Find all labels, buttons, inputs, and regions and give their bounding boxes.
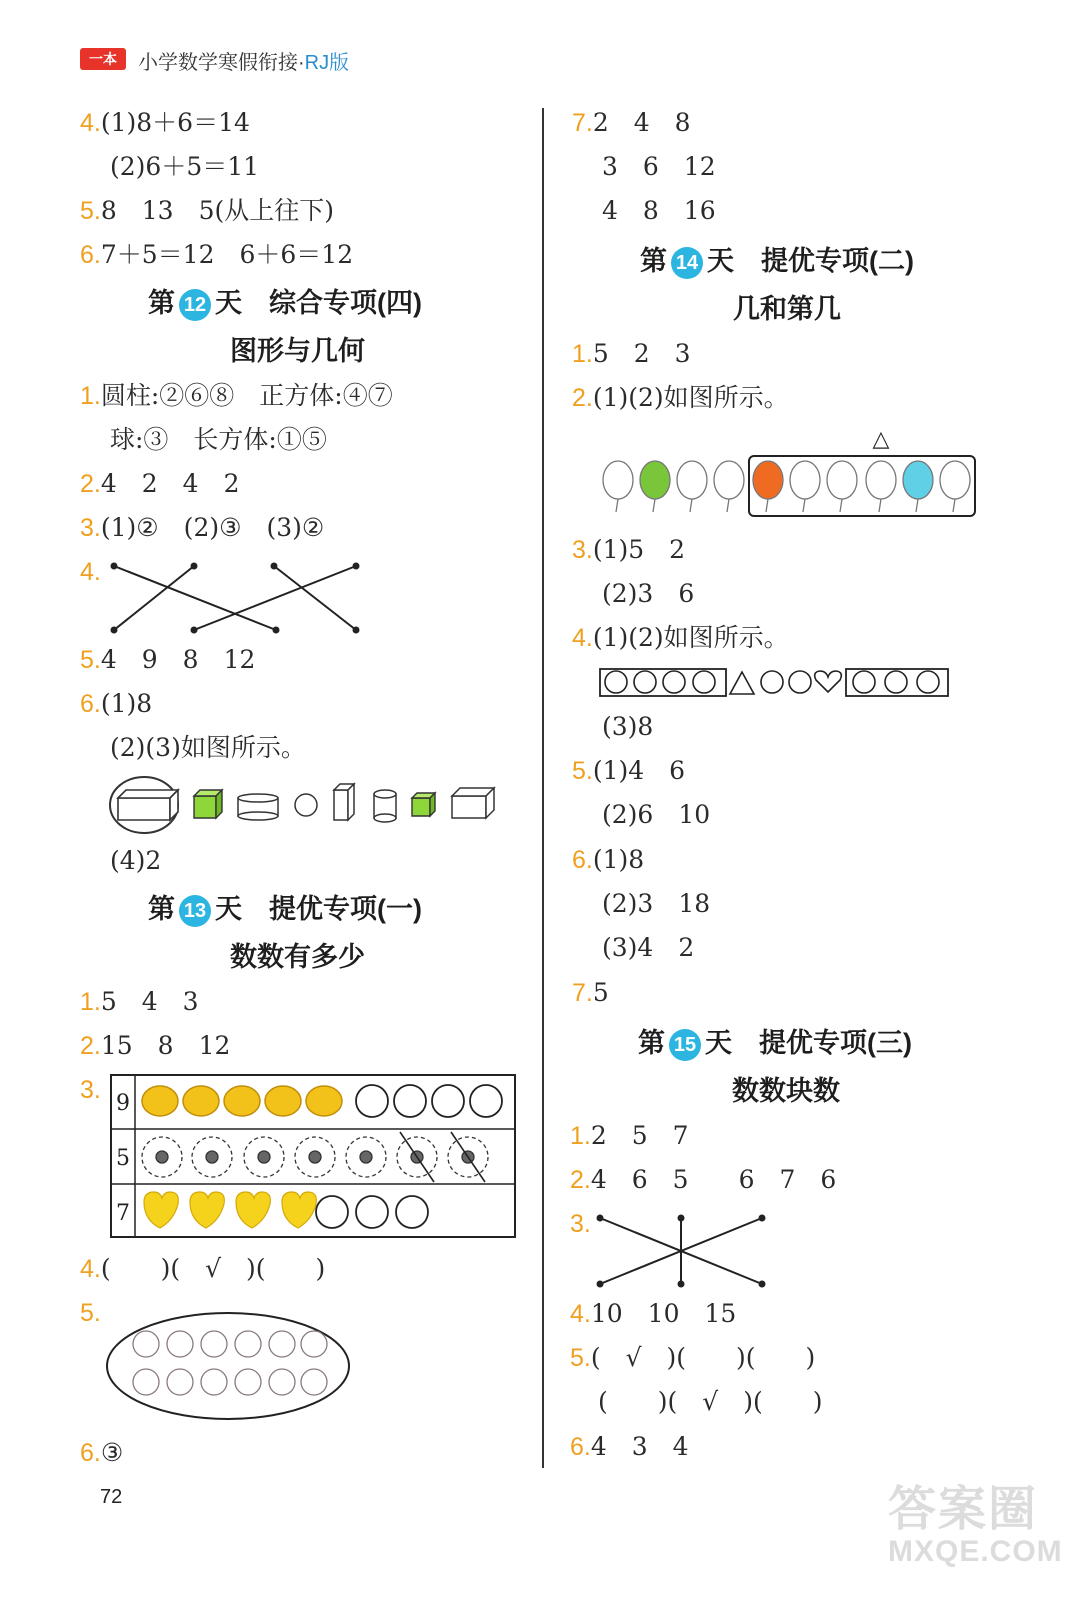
answer-text: 8 13 5(从上往下) (100, 196, 334, 225)
table-row: 9 (116, 1091, 130, 1116)
answer-text: 5 2 3 (592, 339, 691, 368)
balloon-icons (603, 461, 970, 512)
d14-answer-4a (572, 623, 789, 653)
d15-answer-4 (570, 1299, 736, 1329)
answer-number: 3. (80, 514, 101, 542)
d14-answer-4b: (3)8 (602, 712, 654, 741)
answer-text: (1)8 (592, 845, 645, 874)
match-line (194, 566, 356, 630)
table-row: 7 (116, 1201, 130, 1226)
triangle-mark: △ (872, 427, 890, 452)
answer-text: ( √ )( )( ) (590, 1343, 816, 1372)
d12-answer-6c: (4)2 (110, 846, 162, 875)
answer-number: 4. (80, 1255, 101, 1283)
day-number-badge: 15 (669, 1029, 701, 1061)
page-number: 72 (100, 1486, 123, 1508)
day-heading: 天 提优专项(一) (215, 894, 422, 924)
peach-group-diagram (104, 1310, 352, 1422)
answer-number: 5. (572, 757, 593, 785)
answer-5 (80, 196, 334, 226)
answer-number: 2. (570, 1166, 591, 1194)
answer-text: (1)(2)如图所示。 (592, 623, 789, 652)
balloon-row-diagram (596, 424, 982, 524)
answer-number: 2. (572, 384, 593, 412)
day-number-badge: 14 (671, 247, 703, 279)
answer-text: (1)(2)如图所示。 (592, 383, 789, 412)
answer-text: 4 6 5 6 7 6 (590, 1165, 837, 1194)
answer-number: 1. (570, 1122, 591, 1150)
answer-text: 圆柱:②⑥⑧ 正方体:④⑦ (100, 381, 393, 410)
short-cylinder (238, 794, 278, 820)
answer-6 (80, 240, 353, 270)
day-prefix: 第 (148, 288, 175, 318)
d14-answer-5a (572, 756, 685, 786)
day-12-subtitle: 图形与几何 (230, 336, 365, 366)
answer-number: 4. (80, 558, 101, 586)
gold-coin-row (142, 1086, 342, 1116)
book-title (138, 46, 349, 75)
watermark (888, 1470, 1068, 1590)
answer-4-2: (2)6＋5＝11 (110, 152, 260, 181)
answer-number: 2. (80, 1032, 101, 1060)
d12-answer-1b: 球:③ 长方体:①⑤ (110, 425, 327, 454)
match-dot (597, 1281, 604, 1288)
day-heading: 天 提优专项(二) (707, 246, 914, 276)
sphere-shape (295, 794, 317, 816)
day-heading: 天 综合专项(四) (215, 288, 422, 318)
answer-number: 3. (572, 536, 593, 564)
answer-7c: 4 8 16 (602, 196, 716, 225)
answer-number: 5. (80, 197, 101, 225)
answer-text: 2 5 7 (590, 1121, 689, 1150)
d14-answer-6b: (2)3 18 (602, 889, 711, 918)
answer-text: ③ (100, 1438, 124, 1467)
match-dot (678, 1215, 685, 1222)
star-lines-diagram (590, 1208, 774, 1292)
answer-text: ( )( √ )( ) (100, 1254, 326, 1283)
d14-answer-6c: (3)4 2 (602, 933, 695, 962)
answer-number: 7. (572, 109, 593, 137)
d12-answer-5 (80, 645, 255, 675)
d15-answer-5a (570, 1343, 815, 1373)
edition-label: RJ版 (304, 52, 350, 74)
d12-answer-2 (80, 469, 239, 499)
match-dot (273, 627, 280, 634)
d15-answer-3 (570, 1209, 591, 1239)
answer-number: 5. (80, 1299, 101, 1327)
answer-text: 2 4 8 (592, 108, 691, 137)
counting-table (110, 1074, 516, 1238)
answer-text: 15 8 12 (100, 1031, 231, 1060)
match-dot (353, 627, 360, 634)
d14-answer-3b: (2)3 6 (602, 579, 695, 608)
answer-number: 6. (80, 1439, 101, 1467)
matching-lines-diagram (100, 556, 370, 642)
day-14-title (640, 244, 914, 279)
match-dot (111, 627, 118, 634)
d12-answer-3 (80, 513, 324, 543)
brand-logo: 一本 (80, 48, 126, 70)
d14-answer-7 (572, 978, 609, 1008)
day-number-badge: 12 (179, 289, 211, 321)
match-line (114, 566, 276, 630)
answer-text: (1)8＋6＝14 (100, 108, 250, 137)
heart-shape (815, 671, 842, 692)
answer-text: 4 3 4 (590, 1432, 689, 1461)
d13-answer-1 (80, 987, 199, 1017)
answer-number: 4. (570, 1300, 591, 1328)
shape-sequence-diagram (598, 666, 952, 700)
d12-answer-6a (80, 689, 152, 719)
d15-answer-2 (570, 1165, 836, 1195)
cuboid-shape-2 (452, 788, 494, 818)
answer-number: 5. (570, 1344, 591, 1372)
answer-number: 7. (572, 979, 593, 1007)
answer-text: (1)4 6 (592, 756, 686, 785)
day-heading: 天 提优专项(三) (705, 1028, 912, 1058)
d12-answer-4 (80, 557, 101, 587)
day-14-subtitle: 几和第几 (733, 294, 841, 324)
day-prefix: 第 (638, 1028, 665, 1058)
answer-text: 5 4 3 (100, 987, 199, 1016)
d12-answer-1a (80, 381, 393, 411)
small-green-cube (412, 793, 435, 816)
answer-number: 6. (80, 690, 101, 718)
answer-number: 3. (570, 1210, 591, 1238)
day-prefix: 第 (148, 894, 175, 924)
answer-text: (1)5 2 (592, 535, 686, 564)
answer-text: 7＋5＝12 6＋6＝12 (100, 240, 354, 269)
answer-7b: 3 6 12 (602, 152, 716, 181)
match-dot (597, 1215, 604, 1222)
match-dot (271, 563, 278, 570)
green-cube (194, 790, 222, 818)
day-number-badge: 13 (179, 895, 211, 927)
answer-number: 5. (80, 646, 101, 674)
d15-answer-5b: ( )( √ )( ) (598, 1387, 823, 1416)
d14-answer-6a (572, 845, 644, 875)
answer-number: 1. (80, 382, 101, 410)
tall-cuboid (334, 784, 354, 820)
match-dot (111, 563, 118, 570)
column-divider (542, 108, 544, 1468)
answer-number: 4. (80, 109, 101, 137)
solid-shapes-diagram (106, 774, 498, 836)
d13-answer-5 (80, 1298, 101, 1328)
peach-icons (133, 1331, 327, 1395)
answer-number: 6. (572, 846, 593, 874)
d14-answer-1 (572, 339, 691, 369)
answer-text: 4 9 8 12 (100, 645, 256, 674)
answer-number: 6. (570, 1433, 591, 1461)
d14-answer-5b: (2)6 10 (602, 800, 711, 829)
watermark-line2: MXQE.COM (888, 1535, 1063, 1568)
circle-shapes-2 (761, 671, 811, 693)
table-row: 5 (116, 1146, 130, 1171)
answer-number: 6. (80, 241, 101, 269)
answer-7a (572, 108, 691, 138)
day-12-title (148, 286, 422, 321)
day-13-subtitle: 数数有多少 (230, 942, 365, 972)
day-13-title (148, 892, 422, 927)
d15-answer-6 (570, 1432, 689, 1462)
watermark-line1: 答案圈 (888, 1483, 1039, 1536)
match-dot (678, 1281, 685, 1288)
answer-number: 1. (80, 988, 101, 1016)
d14-answer-3a (572, 535, 685, 565)
day-15-subtitle: 数数块数 (732, 1076, 840, 1106)
book-title-text: 小学数学寒假衔接· (138, 52, 305, 74)
match-dot (191, 563, 198, 570)
match-dot (353, 563, 360, 570)
day-prefix: 第 (640, 246, 667, 276)
answer-text: (1)8 (100, 689, 153, 718)
d13-answer-6 (80, 1438, 123, 1468)
match-dot (759, 1215, 766, 1222)
answer-number: 1. (572, 340, 593, 368)
cuboid-shape (118, 790, 178, 820)
match-dot (191, 627, 198, 634)
match-line (274, 566, 356, 630)
tall-cylinder (374, 790, 396, 822)
day-15-title (638, 1026, 912, 1061)
answer-number: 3. (80, 1076, 101, 1104)
circle-shapes (605, 671, 715, 693)
circle-shapes-3 (853, 671, 939, 693)
group-ellipse (107, 1313, 349, 1419)
answer-number: 2. (80, 470, 101, 498)
match-dot (759, 1281, 766, 1288)
answer-text: 4 2 4 2 (100, 469, 240, 498)
answer-text: 10 10 15 (590, 1299, 737, 1328)
d14-answer-2 (572, 383, 789, 413)
d13-answer-4 (80, 1254, 325, 1284)
answer-text: (1)② (2)③ (3)② (100, 513, 325, 542)
triangle-shape (730, 672, 754, 694)
d15-answer-1 (570, 1121, 689, 1151)
d12-answer-6b: (2)(3)如图所示。 (110, 733, 306, 762)
d13-answer-3 (80, 1075, 101, 1105)
answer-text: 5 (592, 978, 609, 1007)
answer-number: 4. (572, 624, 593, 652)
answer-4-1 (80, 108, 250, 138)
match-line (114, 566, 194, 630)
d13-answer-2 (80, 1031, 230, 1061)
